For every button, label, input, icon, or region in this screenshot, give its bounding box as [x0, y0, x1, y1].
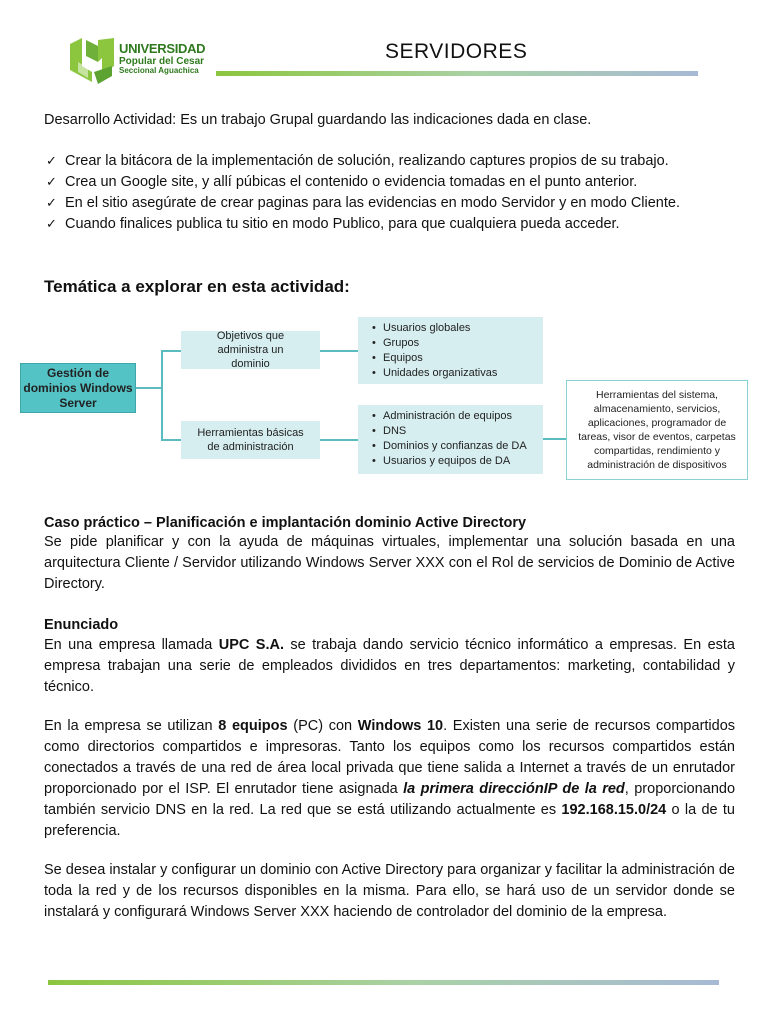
text-run: En una empresa llamada	[44, 637, 219, 653]
diagram-branch-objectives: Objetivos que administra un dominio	[181, 331, 320, 369]
router-ip-label: la primera direcciónIP de la red	[403, 781, 625, 797]
connector-line	[161, 350, 181, 352]
logo-line-1: UNIVERSIDAD	[119, 41, 206, 56]
diagram-list-item: • Usuarios y equipos de DA	[372, 454, 537, 469]
diagram-list-item: • Equipos	[372, 351, 537, 366]
university-logo-icon	[68, 36, 116, 86]
connector-line	[135, 387, 162, 389]
company-name: UPC S.A.	[218, 637, 284, 653]
text-run: se trabaja dando servicio técnico informático a empresas. En esta empresa trabajan una serie de empleados divididos en tres departamentos: marketing, contabilidad y técnico.	[44, 637, 735, 695]
page-title: SERVIDORES	[385, 40, 528, 63]
enunciado-paragraph-1	[44, 635, 735, 698]
diagram-system-tools: Herramientas del sistema, almacenamiento, servicios, aplicaciones, programador de tareas, visor de eventos, carpetas compartidas, rendimiento y administración de dispositivos	[566, 380, 748, 480]
diagram-list-item: • Dominios y confianzas de DA	[372, 439, 537, 454]
topic-heading: Temática a explorar en esta actividad:	[44, 277, 350, 296]
intro-text: Desarrollo Actividad: Es un trabajo Grupal guardando las indicaciones dada en clase.	[44, 112, 592, 128]
diagram-tools-list	[358, 405, 543, 474]
text-run: En la empresa se utilizan	[44, 718, 219, 734]
enunciado-paragraph-2	[44, 716, 735, 842]
case-body: Se pide planificar y con la ayuda de máquinas virtuales, implementar una solución basada en una arquitectura Cliente / Servidor utilizando Windows Server XXX con el Rol de servicios de Dominio de Active Directory.	[44, 534, 735, 592]
connector-line	[161, 350, 163, 440]
header-divider	[216, 71, 698, 76]
university-logo-text	[119, 42, 205, 75]
diagram-list-item: • DNS	[372, 424, 537, 439]
logo-line-2: Popular del Cesar	[119, 56, 205, 67]
enunciado-paragraph-3: Se desea instalar y configurar un dominio con Active Directory para organizar y facilitar la administración de toda la red y de los recursos disponibles en la misma. Para ello, se hará uso de un servidor donde se instalará y configurará Windows Server XXX haciendo de controlador del dominio de la empresa.	[44, 862, 735, 920]
text-run: . Existen una serie de recursos compartidos como directorios compartidos e impresoras. Tanto los equipos como los recursos compartidos están conectados a través de una red de área local privada que tiene salida a Internet a través de un enrutador proporcionado por el ISP. El enrutador tiene asignada	[44, 718, 736, 797]
diagram-list-item: • Unidades organizativas	[372, 366, 537, 381]
checklist-item: ✓ En el sitio asegúrate de crear paginas para las evidencias en modo Servidor y en modo Cliente.	[46, 193, 680, 214]
case-heading: Caso práctico – Planificación e implantación dominio Active Directory	[44, 515, 527, 531]
diagram-branch-tools: Herramientas básicas de administración	[181, 421, 320, 459]
footer-divider	[48, 980, 719, 985]
os-name: Windows 10	[357, 718, 444, 734]
checklist-item: ✓ Cuando finalices publica tu sitio en modo Publico, para que cualquiera pueda acceder.	[46, 214, 680, 235]
network-address: 192.168.15.0/24	[561, 802, 667, 818]
connector-line	[320, 439, 358, 441]
diagram-list-item: • Administración de equipos	[372, 409, 537, 424]
connector-line	[320, 350, 358, 352]
equipment-count: 8 equipos	[218, 718, 288, 734]
logo-line-3: Seccional Aguachica	[119, 66, 199, 75]
diagram-main-node: Gestión de dominios Windows Server	[20, 363, 136, 413]
text-run: o la de tu preferencia.	[44, 802, 735, 839]
connector-line	[161, 439, 181, 441]
text-run: (PC) con	[287, 718, 358, 734]
diagram-list-item: • Grupos	[372, 336, 537, 351]
text-run: , proporcionando también servicio DNS en la red. La red que se está utilizando actualmente es	[44, 781, 736, 818]
enunciado-heading: Enunciado	[44, 617, 119, 633]
instruction-checklist	[46, 151, 680, 235]
checklist-item: ✓ Crea un Google site, y allí púbicas el contenido o evidencia tomadas en el punto anterior.	[46, 172, 680, 193]
diagram-objectives-list	[358, 317, 543, 384]
connector-line	[543, 438, 567, 440]
diagram-list-item: • Usuarios globales	[372, 321, 537, 336]
checklist-item: ✓ Crear la bitácora de la implementación de solución, realizando captures propios de su trabajo.	[46, 151, 680, 172]
